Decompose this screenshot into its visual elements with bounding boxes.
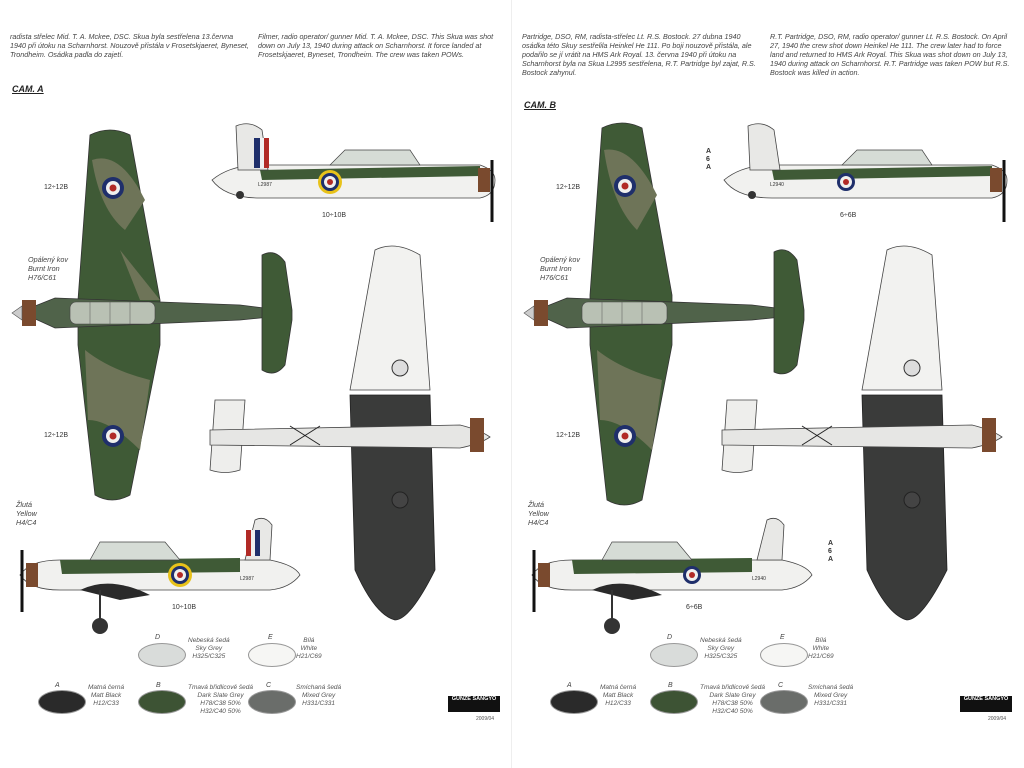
fuselage-code-top: 6÷6B: [840, 212, 857, 219]
camouflage-sheet-a: radista střelec Mid. T. A. Mckee, DSC. Skua byla sestřelena 13.června 1940 při útoku na Scharnhorst. Nouzově přistála v Frosetskjaeret, Byneset, Trondheim. Osádka padla do zajetí. Filmer, radio operator/ gunner Mid. T. A. Mckee, DSC. This Skua was shot down on July 13, 1940 during attack on Scharnhorst. It force landed at Frosetskjaeret, Byneset, Trondheim. The crew was taken POWs. CAM. A L2987 L2987 12÷12B 12÷12B 10÷10B 10÷10B Opálený kov Burnt Iron H76/C61 Žlutá Yellow H4/C4 D Nebeská šedá Sky Grey H325/C325 E Bílá White H21/C69 A Matná černá Matt Black H12/C33 B Tmavá břidlicově šedá Dark Slate Grey H78/C38 50% H32/C40 50% C Smíchaná šedá Mixed Grey H331/C331 GUNZE SANGYO 2009/04: [0, 0, 512, 768]
footer-code: 2009/04: [476, 716, 495, 722]
svg-text:L2987: L2987: [258, 182, 272, 188]
camouflage-sheet-b: Partridge, DSO, RM, radista-střelec Lt. R.S. Bostock. 27 dubna 1940 osádka této Skuy sestřelila Heinkel He 111. Po boji nouzově přistála, ale podařilo se jí vrátit na HMS Ark Royal. 13. června 1940 při útoku na Scharnhorst byla na Skua L2995 sestřelena, R.T. Partridge byl zajat, R.S. Bostock zahynul. R.T. Partridge, DSO, RM, radio operator/ gunner Lt. R.S. Bostock. On April 27, 1940 the crew shot down Heinkel He 111. The crew later had to force land and returned to HMS Ark Royal. This Skua was shot down on July 13, 1940 during attack on Scharnhorst. R.T. Partridge was taken POW but R.S. Bostock was killed in action. CAM. B L2940 L2940 12÷12B 12÷12B 6÷6B 6÷6B Opálený kov Burnt Iron H76/C61 Žlutá Yellow H4/C4 A 6 A A 6 A D Nebeská šedá Sky Grey H325/C325 E Bílá White H21/C69 A Matná černá Matt Black H12/C33 B Tmavá břidlicově šedá Dark Slate Grey H78/C38 50% H32/C40 50% C Smíchaná šedá Mixed Grey H331/C331 GUNZE SANGYO 2009/04: [512, 0, 1024, 768]
cam-label: CAM. B: [524, 100, 556, 110]
svg-text:L2987: L2987: [240, 576, 254, 582]
description-english: R.T. Partridge, DSO, RM, radio operator/ gunner Lt. R.S. Bostock. On April 27, 1940 the crew shot down Heinkel He 111. The crew later had to force land and returned to HMS Ark Royal. This Skua was shot down on July 13, 1940 during attack on Scharnhorst. R.T. Partridge was taken POW but R.S. Bostock was killed in action.: [770, 32, 1010, 77]
swatch-sky-grey: [650, 643, 698, 667]
burnt-iron-label: Opálený kov Burnt Iron H76/C61: [540, 255, 580, 282]
swatch-matt-black: [550, 690, 598, 714]
swatch-mixed-grey: [248, 690, 296, 714]
swatch-mixed-grey: [760, 690, 808, 714]
fuselage-code-top: 10÷10B: [322, 212, 347, 219]
swatch-sky-grey: [138, 643, 186, 667]
swatch-dark-slate-grey: [650, 690, 698, 714]
side-profile-top: [724, 124, 1007, 222]
gunze-sangyo-logo: GUNZE SANGYO: [448, 696, 500, 712]
swatch-matt-black: [38, 690, 86, 714]
description-english: Filmer, radio operator/ gunner Mid. T. A. Mckee, DSC. This Skua was shot down on July 13, 1940 during attack on Scharnhorst. It force landed at Frosetskjaeret, Byneset, Trondheim. The crew was taken POWs.: [258, 32, 494, 59]
wing-code-bottom: 12÷12B: [44, 432, 69, 439]
gunze-sangyo-logo: GUNZE SANGYO: [960, 696, 1012, 712]
swatch-dark-slate-grey: [138, 690, 186, 714]
cam-label: CAM. A: [12, 84, 44, 94]
fuselage-code-bottom: 10÷10B: [172, 604, 197, 611]
description-czech: radista střelec Mid. T. A. Mckee, DSC. Skua byla sestřelena 13.června 1940 při útoku na Scharnhorst. Nouzově přistála v Frosetskjaeret, Byneset, Trondheim. Osádka padla do zajetí.: [10, 32, 249, 59]
wing-code-bottom: 12÷12B: [556, 432, 581, 439]
yellow-label: Žlutá Yellow H4/C4: [528, 500, 549, 527]
side-profile-top: [212, 124, 495, 222]
yellow-label: Žlutá Yellow H4/C4: [16, 500, 37, 527]
side-profile-bottom: [532, 518, 812, 634]
burnt-iron-label: Opálený kov Burnt Iron H76/C61: [28, 255, 68, 282]
description-czech: Partridge, DSO, RM, radista-střelec Lt. R.S. Bostock. 27 dubna 1940 osádka této Skuy sestřelila Heinkel He 111. Po boji nouzově přistála, ale podařilo se jí vrátit na HMS Ark Royal. 13. června 1940 při útoku na Scharnhorst byla na Skua L2995 sestřelena, R.T. Partridge byl zajat, R.S. Bostock zahynul.: [522, 32, 756, 77]
wing-code-top: 12÷12B: [556, 184, 581, 191]
svg-text:L2940: L2940: [752, 576, 766, 582]
tail-letters-bottom: A 6 A: [828, 540, 834, 563]
swatch-white: [248, 643, 296, 667]
tail-letters-top: A 6 A: [706, 148, 712, 171]
footer-code: 2009/04: [988, 716, 1007, 722]
wing-code-top: 12÷12B: [44, 184, 69, 191]
side-profile-bottom: [20, 518, 300, 634]
svg-text:L2940: L2940: [770, 182, 784, 188]
swatch-white: [760, 643, 808, 667]
fuselage-code-bottom: 6÷6B: [686, 604, 703, 611]
